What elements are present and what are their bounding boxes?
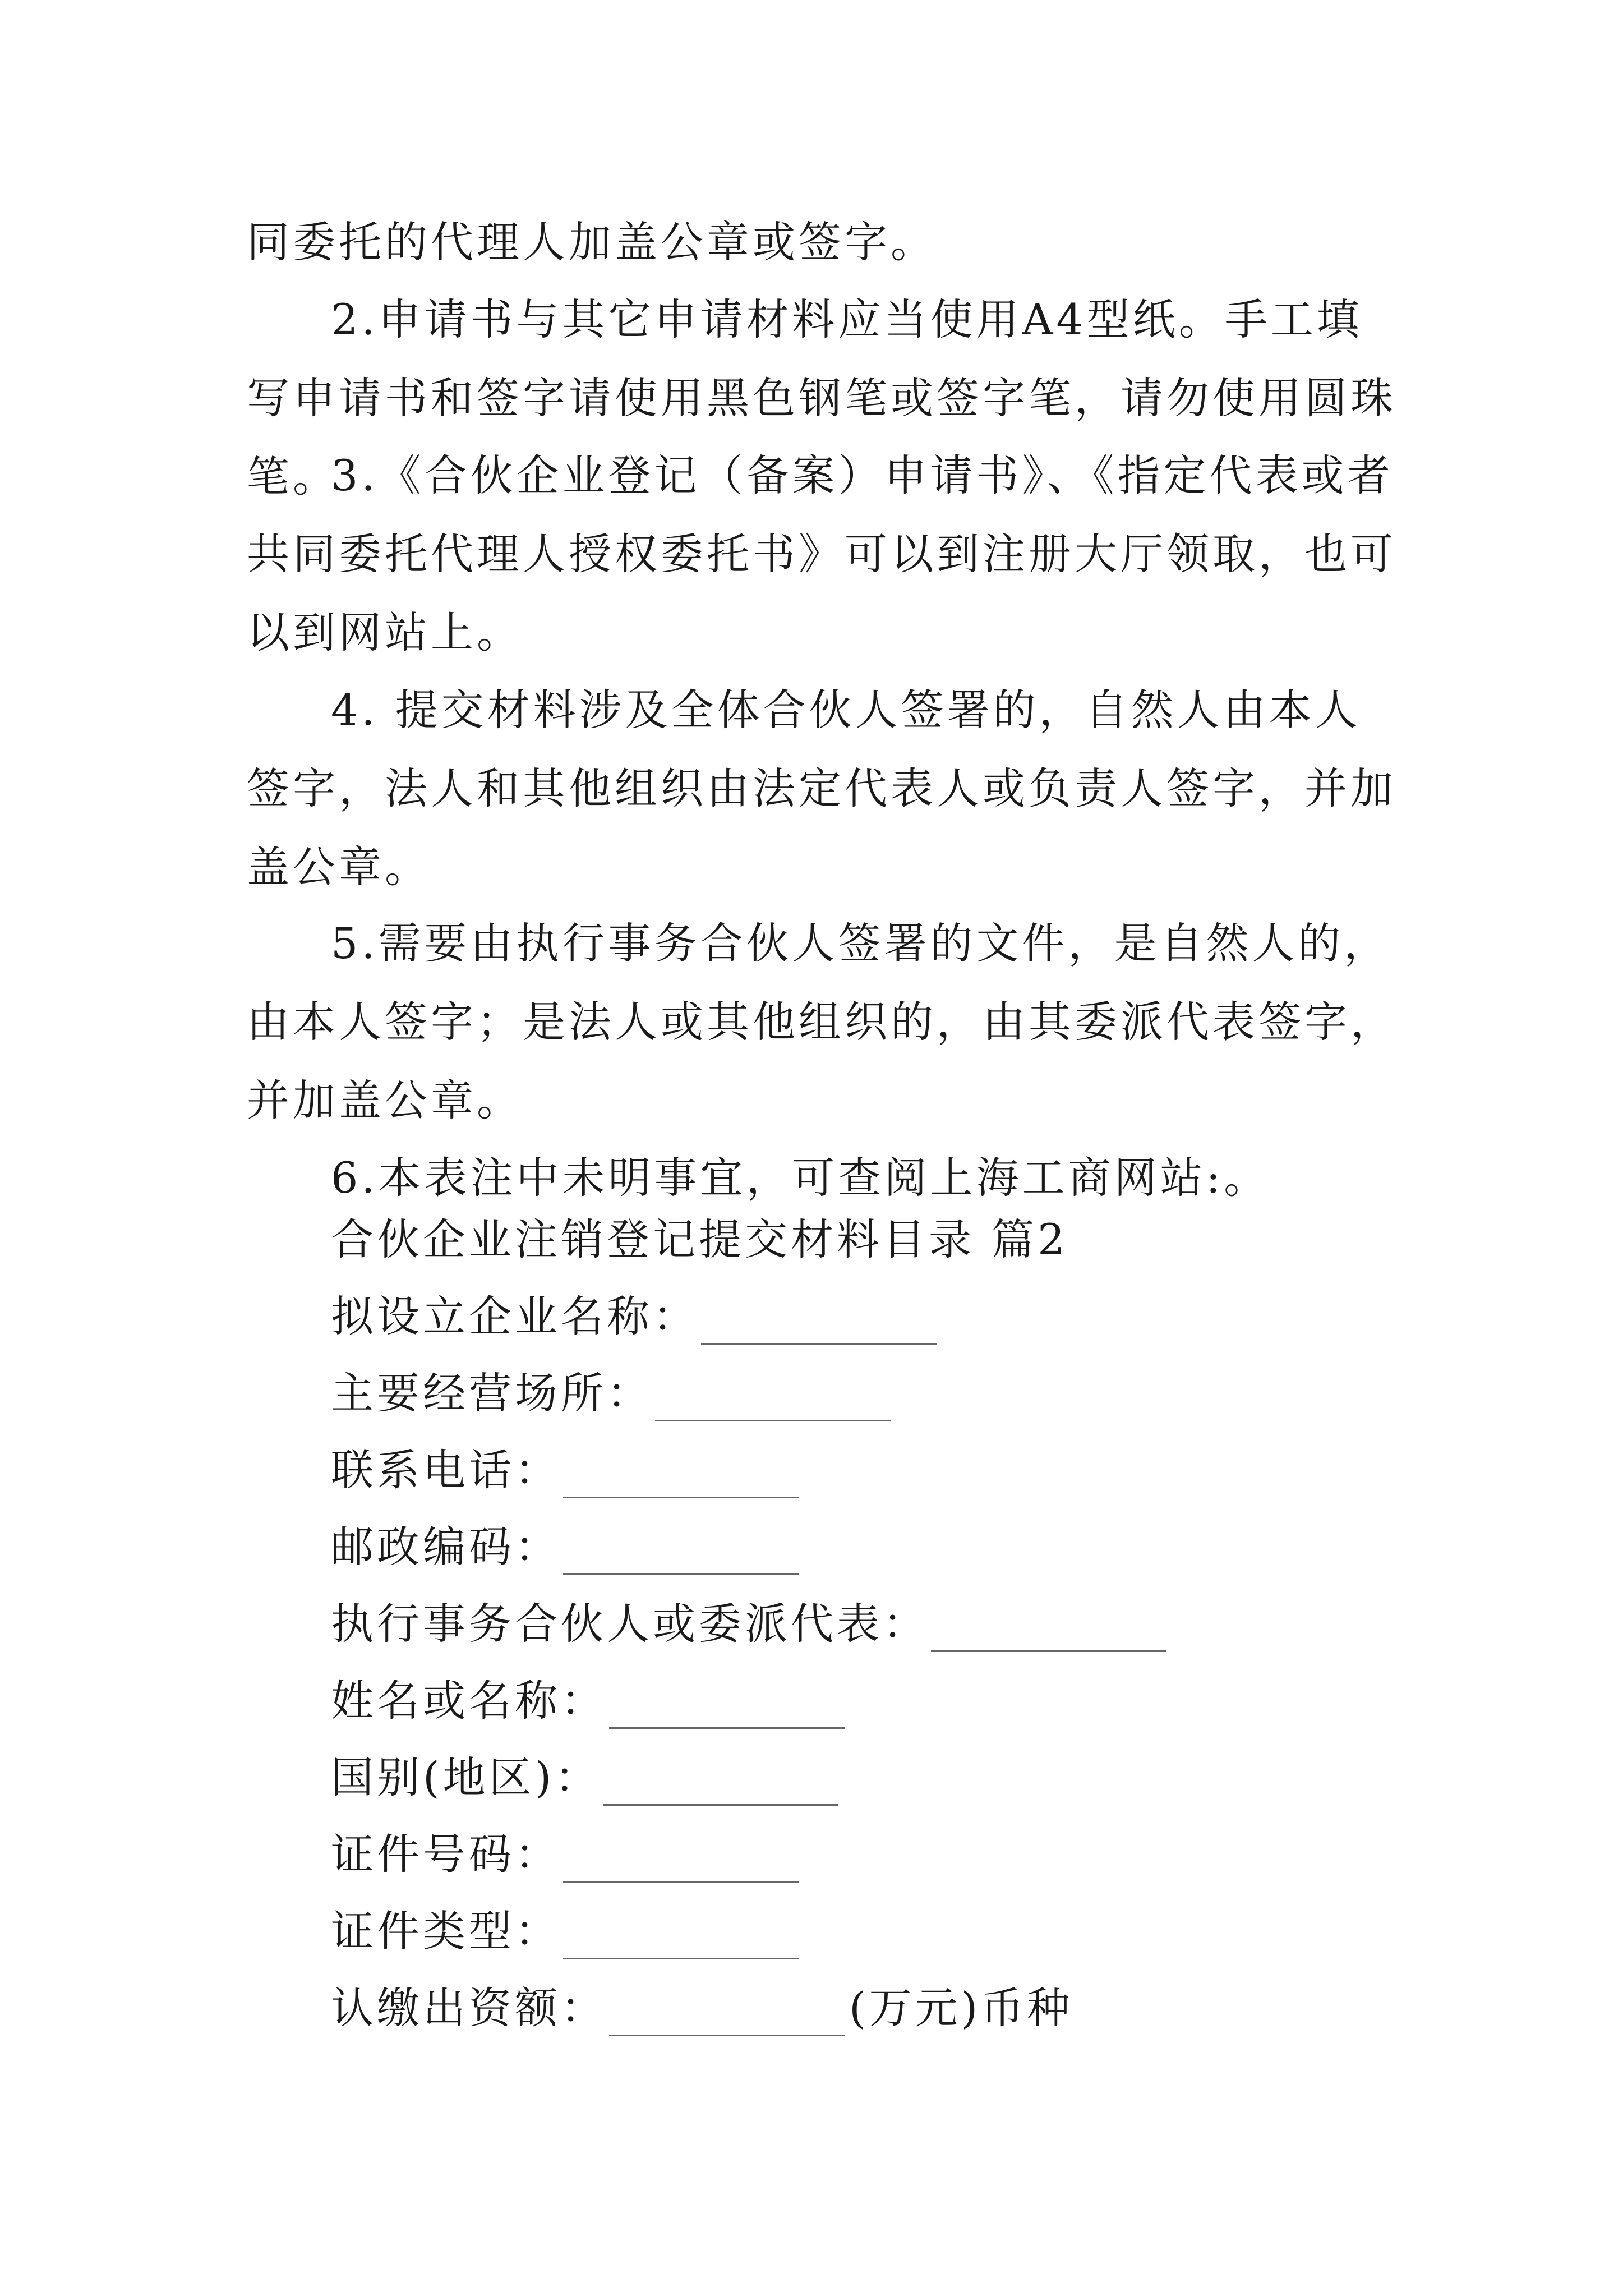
field-blank-line: [563, 1917, 799, 1959]
paragraph-note-3: 3.《合伙企业登记（备案）申请书》、《指定代表或者共同委托代理人授权委托书》可以到注册大厅领取，也可以到网站上。: [247, 450, 1396, 657]
field-label: 证件号码：: [331, 1829, 561, 1879]
paragraph-note-5: 5.需要由执行事务合伙人签署的文件，是自然人的，由本人签字；是法人或其他组织的，由其委派代表签字，并加盖公章。: [247, 918, 1396, 1125]
form-field-name: [331, 1673, 845, 1729]
paragraph-note-2: 2.申请书与其它申请材料应当使用A4型纸。手工填写申请书和签字请使用黑色钢笔或签字笔，请勿使用圆珠笔。: [247, 295, 1396, 501]
field-label: 证件类型：: [331, 1906, 561, 1956]
form-field-country: [331, 1750, 838, 1806]
field-label: 主要经营场所：: [331, 1368, 653, 1418]
field-label: 拟设立企业名称：: [331, 1291, 699, 1341]
field-blank-line: [609, 1687, 845, 1729]
form-field-id-number: [331, 1826, 799, 1883]
field-label: 邮政编码：: [331, 1522, 561, 1572]
field-label: 国别(地区)：: [331, 1752, 601, 1802]
field-label: 联系电话：: [331, 1445, 561, 1495]
form-field-postal-code: [331, 1519, 799, 1575]
field-blank-line: [563, 1456, 799, 1498]
field-blank-line: [563, 1841, 799, 1883]
section-title-text: 合伙企业注销登记提交材料目录 篇2: [331, 1214, 1068, 1264]
field-blank-line: [655, 1379, 891, 1421]
field-label: 姓名或名称：: [331, 1676, 607, 1726]
field-label: 执行事务合伙人或委派代表：: [331, 1599, 929, 1649]
form-field-company-name: [331, 1289, 937, 1345]
field-label: 认缴出资额：: [331, 1983, 607, 2033]
section-title: [331, 1212, 1068, 1268]
field-blank-line: [931, 1610, 1166, 1652]
paragraph-note-6: 6.本表注中未明事宜，可查阅上海工商网站:。: [331, 1153, 1270, 1203]
field-blank-line: [609, 1994, 845, 2036]
paragraph-continuation: 同委托的代理人加盖公章或签字。: [247, 217, 937, 267]
field-blank-line: [701, 1303, 937, 1345]
form-field-id-type: [331, 1903, 799, 1959]
form-field-phone: [331, 1442, 799, 1498]
field-suffix: (万元)币种: [849, 1983, 1073, 2033]
form-field-executive-partner: [331, 1596, 1166, 1652]
field-blank-line: [563, 1533, 799, 1575]
form-field-subscribed-capital: [331, 1980, 1073, 2036]
field-blank-line: [603, 1764, 838, 1806]
form-field-business-address: [331, 1365, 891, 1421]
paragraph-note-4: 4. 提交材料涉及全体合伙人签署的，自然人由本人签字，法人和其他组织由法定代表人或负责人签字，并加盖公章。: [247, 685, 1396, 892]
